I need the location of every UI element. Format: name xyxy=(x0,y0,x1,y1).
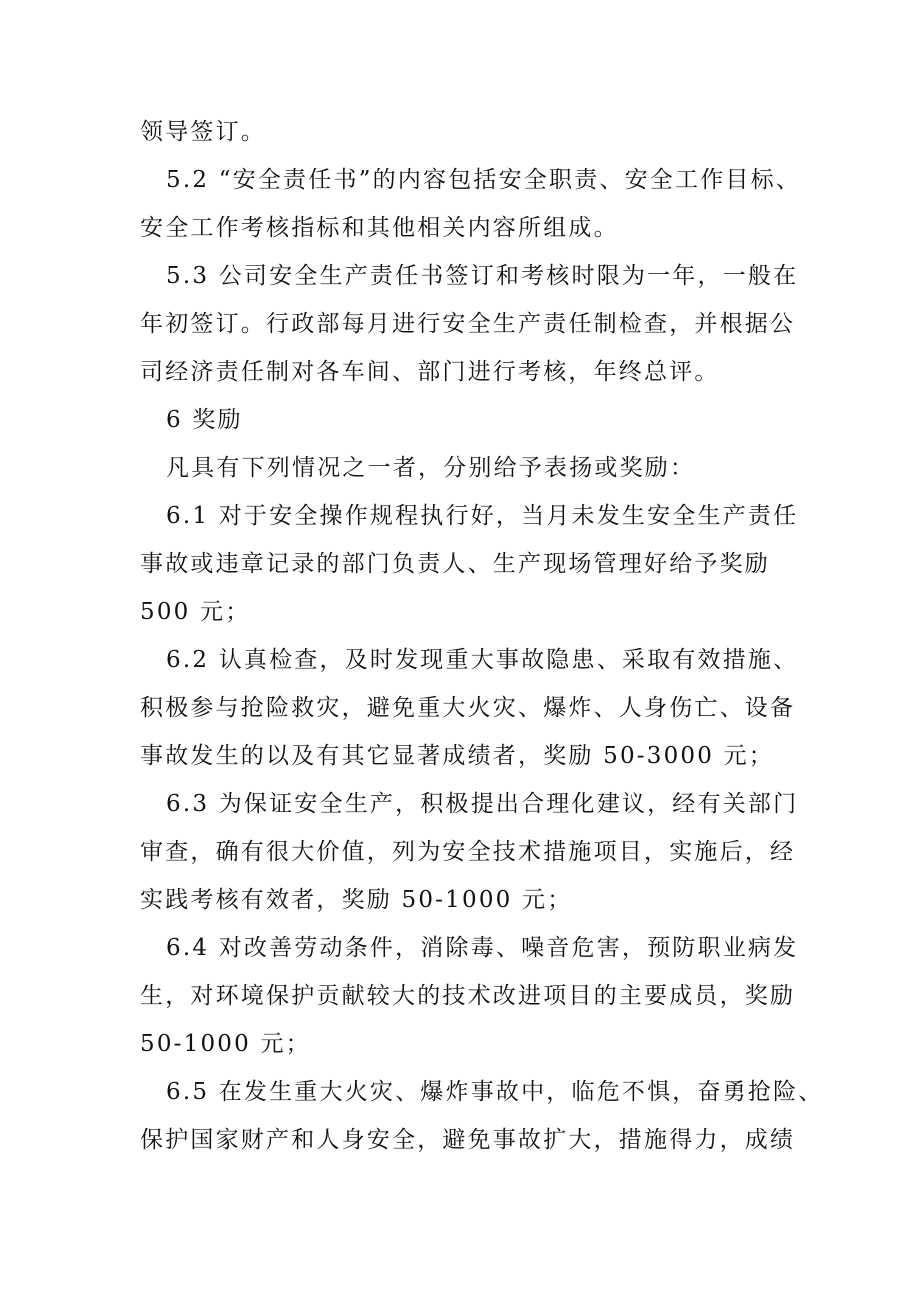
paragraph-6-3 xyxy=(140,780,800,924)
text-line: 事故或违章记录的部门负责人、生产现场管理好给予奖励 xyxy=(140,551,770,577)
text-line: 凡具有下列情况之一者，分别给予表扬或奖励： xyxy=(166,455,696,481)
text-line: 5.3 公司安全生产责任书签订和考核时限为一年，一般在 xyxy=(166,263,799,289)
text-line: 保护国家财产和人身安全，避免事故扩大，措施得力，成绩 xyxy=(140,1127,796,1153)
paragraph-5-2 xyxy=(140,156,800,252)
paragraph-6-5 xyxy=(140,1068,824,1164)
text-line: 审查，确有很大价值，列为安全技术措施项目，实施后，经 xyxy=(140,839,796,865)
text-line: 领导签订。 xyxy=(140,119,266,145)
text-line: 实践考核有效者，奖励 50-1000 元； xyxy=(140,887,573,913)
text-line: 生，对环境保护贡献较大的技术改进项目的主要成员，奖励 xyxy=(140,983,796,1009)
text-line: 6 奖励 xyxy=(166,407,243,433)
paragraph-6-4 xyxy=(140,924,800,1068)
text-line: 6.3 为保证安全生产，积极提出合理化建议，经有关部门 xyxy=(166,791,799,817)
text-line: 年初签订。行政部每月进行安全生产责任制检查，并根据公 xyxy=(140,311,796,337)
text-line: 6.2 认真检查，及时发现重大事故隐患、采取有效措施、 xyxy=(166,647,799,673)
paragraph-reward-intro xyxy=(140,444,800,492)
text-line: 安全工作考核指标和其他相关内容所组成。 xyxy=(140,215,619,241)
text-line: 6.4 对改善劳动条件，消除毒、噪音危害，预防职业病发 xyxy=(166,935,799,961)
text-line: 6.5 在发生重大火灾、爆炸事故中，临危不惧，奋勇抢险、 xyxy=(166,1079,824,1105)
text-line: 5.2 “安全责任书”的内容包括安全职责、安全工作目标、 xyxy=(166,167,802,193)
section-heading-6 xyxy=(140,396,800,444)
text-line: 积极参与抢险救灾，避免重大火灾、爆炸、人身伤亡、设备 xyxy=(140,695,796,721)
text-line: 500 元； xyxy=(140,599,251,625)
paragraph-5-3 xyxy=(140,252,800,396)
text-line: 6.1 对于安全操作规程执行好，当月未发生安全生产责任 xyxy=(166,503,799,529)
text-line: 50-1000 元； xyxy=(140,1031,311,1057)
paragraph-signing-end xyxy=(140,108,800,156)
text-line: 事故发生的以及有其它显著成绩者，奖励 50-3000 元； xyxy=(140,743,774,769)
text-line: 司经济责任制对各车间、部门进行考核，年终总评。 xyxy=(140,359,720,385)
paragraph-6-1 xyxy=(140,492,800,636)
document-body xyxy=(140,108,824,1164)
paragraph-6-2 xyxy=(140,636,800,780)
